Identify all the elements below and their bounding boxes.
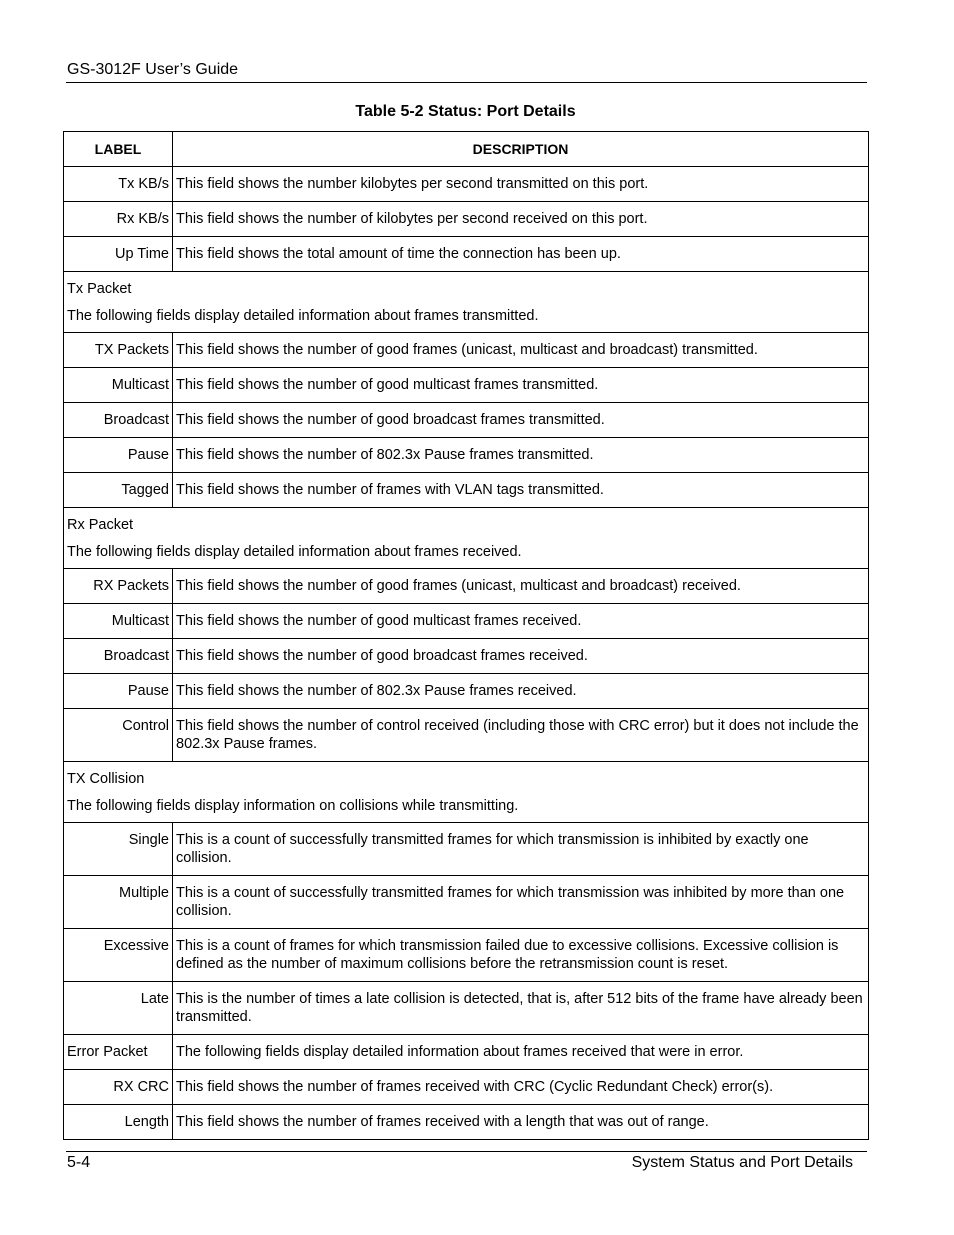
row-description: This field shows the number of good multicast frames received. <box>173 604 869 639</box>
table-row-late <box>64 982 869 1035</box>
row-description: This field shows the number of frames received with CRC (Cyclic Redundant Check) error(s). <box>173 1070 869 1105</box>
table-row-length <box>64 1105 869 1140</box>
table-row-tx-pause <box>64 438 869 473</box>
row-description: This is a count of successfully transmitted frames for which transmission is inhibited by exactly one collision. <box>173 823 869 876</box>
row-label: Tagged <box>64 473 173 508</box>
row-label: Pause <box>64 674 173 709</box>
row-label: Broadcast <box>64 639 173 674</box>
table-header-row <box>64 132 869 167</box>
row-label: Control <box>64 709 173 762</box>
row-description: This field shows the number kilobytes per second transmitted on this port. <box>173 167 869 202</box>
footer-chapter-title: System Status and Port Details <box>631 1154 853 1171</box>
table-row-rx-crc <box>64 1070 869 1105</box>
table-row-tx-tagged <box>64 473 869 508</box>
table-row-rx-control <box>64 709 869 762</box>
row-label: Broadcast <box>64 403 173 438</box>
row-description: This is the number of times a late collision is detected, that is, after 512 bits of the frame have already been transmitted. <box>173 982 869 1035</box>
section-row-tx-packet <box>64 272 869 333</box>
footer-page-number: 5-4 <box>67 1154 91 1171</box>
section-description: The following fields display detailed information about frames transmitted. <box>67 308 539 324</box>
row-label: Excessive <box>64 929 173 982</box>
row-label: Rx KB/s <box>64 202 173 237</box>
table-row-excessive <box>64 929 869 982</box>
table-row-rx-packets <box>64 569 869 604</box>
footer-rule <box>66 1151 867 1152</box>
row-description: This field shows the number of good broadcast frames transmitted. <box>173 403 869 438</box>
row-description: This field shows the number of good broadcast frames received. <box>173 639 869 674</box>
row-label: Length <box>64 1105 173 1140</box>
table-row-error-packet <box>64 1035 869 1070</box>
row-description: This field shows the number of 802.3x Pause frames transmitted. <box>173 438 869 473</box>
section-description: The following fields display information on collisions while transmitting. <box>67 798 519 814</box>
section-title: TX Collision <box>67 771 145 787</box>
row-description: The following fields display detailed information about frames received that were in error. <box>173 1035 869 1070</box>
section-title: Tx Packet <box>67 281 132 297</box>
row-description: This field shows the number of control received (including those with CRC error) but it does not include the 802.3x Pause frames. <box>173 709 869 762</box>
row-description: This is a count of successfully transmitted frames for which transmission was inhibited by more than one collision. <box>173 876 869 929</box>
row-label: Tx KB/s <box>64 167 173 202</box>
table-row-tx-kbs <box>64 167 869 202</box>
section-title: Rx Packet <box>67 517 134 533</box>
header-rule <box>66 82 867 83</box>
row-description: This field shows the total amount of time the connection has been up. <box>173 237 869 272</box>
section-cell <box>64 762 869 823</box>
table-row-tx-broadcast <box>64 403 869 438</box>
row-label: Late <box>64 982 173 1035</box>
table-row-tx-packets <box>64 333 869 368</box>
row-description: This field shows the number of 802.3x Pause frames received. <box>173 674 869 709</box>
section-row-tx-collision <box>64 762 869 823</box>
description-column-header: DESCRIPTION <box>173 132 869 167</box>
table-caption: Table 5-2 Status: Port Details <box>355 103 576 120</box>
table-row-multiple <box>64 876 869 929</box>
header-title: GS-3012F User’s Guide <box>67 61 239 78</box>
row-description: This field shows the number of good multicast frames transmitted. <box>173 368 869 403</box>
row-label: Error Packet <box>64 1035 173 1070</box>
section-cell <box>64 272 869 333</box>
row-label: TX Packets <box>64 333 173 368</box>
row-label: RX CRC <box>64 1070 173 1105</box>
row-label: Up Time <box>64 237 173 272</box>
row-label: Pause <box>64 438 173 473</box>
table-row-single <box>64 823 869 876</box>
row-description: This field shows the number of frames with VLAN tags transmitted. <box>173 473 869 508</box>
row-description: This field shows the number of good frames (unicast, multicast and broadcast) transmitted. <box>173 333 869 368</box>
row-label: Multicast <box>64 368 173 403</box>
table-row-rx-multicast <box>64 604 869 639</box>
row-label: Multiple <box>64 876 173 929</box>
row-description: This field shows the number of good frames (unicast, multicast and broadcast) received. <box>173 569 869 604</box>
table-row-tx-multicast <box>64 368 869 403</box>
row-label: Single <box>64 823 173 876</box>
table-row-rx-kbs <box>64 202 869 237</box>
section-row-rx-packet <box>64 508 869 569</box>
section-cell <box>64 508 869 569</box>
row-description: This is a count of frames for which transmission failed due to excessive collisions. Excessive collision is defined as the number of maximum collisions before the retransmission count is reset. <box>173 929 869 982</box>
label-column-header: LABEL <box>64 132 173 167</box>
table-row-up-time <box>64 237 869 272</box>
row-description: This field shows the number of frames received with a length that was out of range. <box>173 1105 869 1140</box>
row-label: Multicast <box>64 604 173 639</box>
row-label: RX Packets <box>64 569 173 604</box>
row-description: This field shows the number of kilobytes per second received on this port. <box>173 202 869 237</box>
table-row-rx-pause <box>64 674 869 709</box>
section-description: The following fields display detailed information about frames received. <box>67 544 522 560</box>
table-row-rx-broadcast <box>64 639 869 674</box>
port-details-table <box>63 131 869 1140</box>
